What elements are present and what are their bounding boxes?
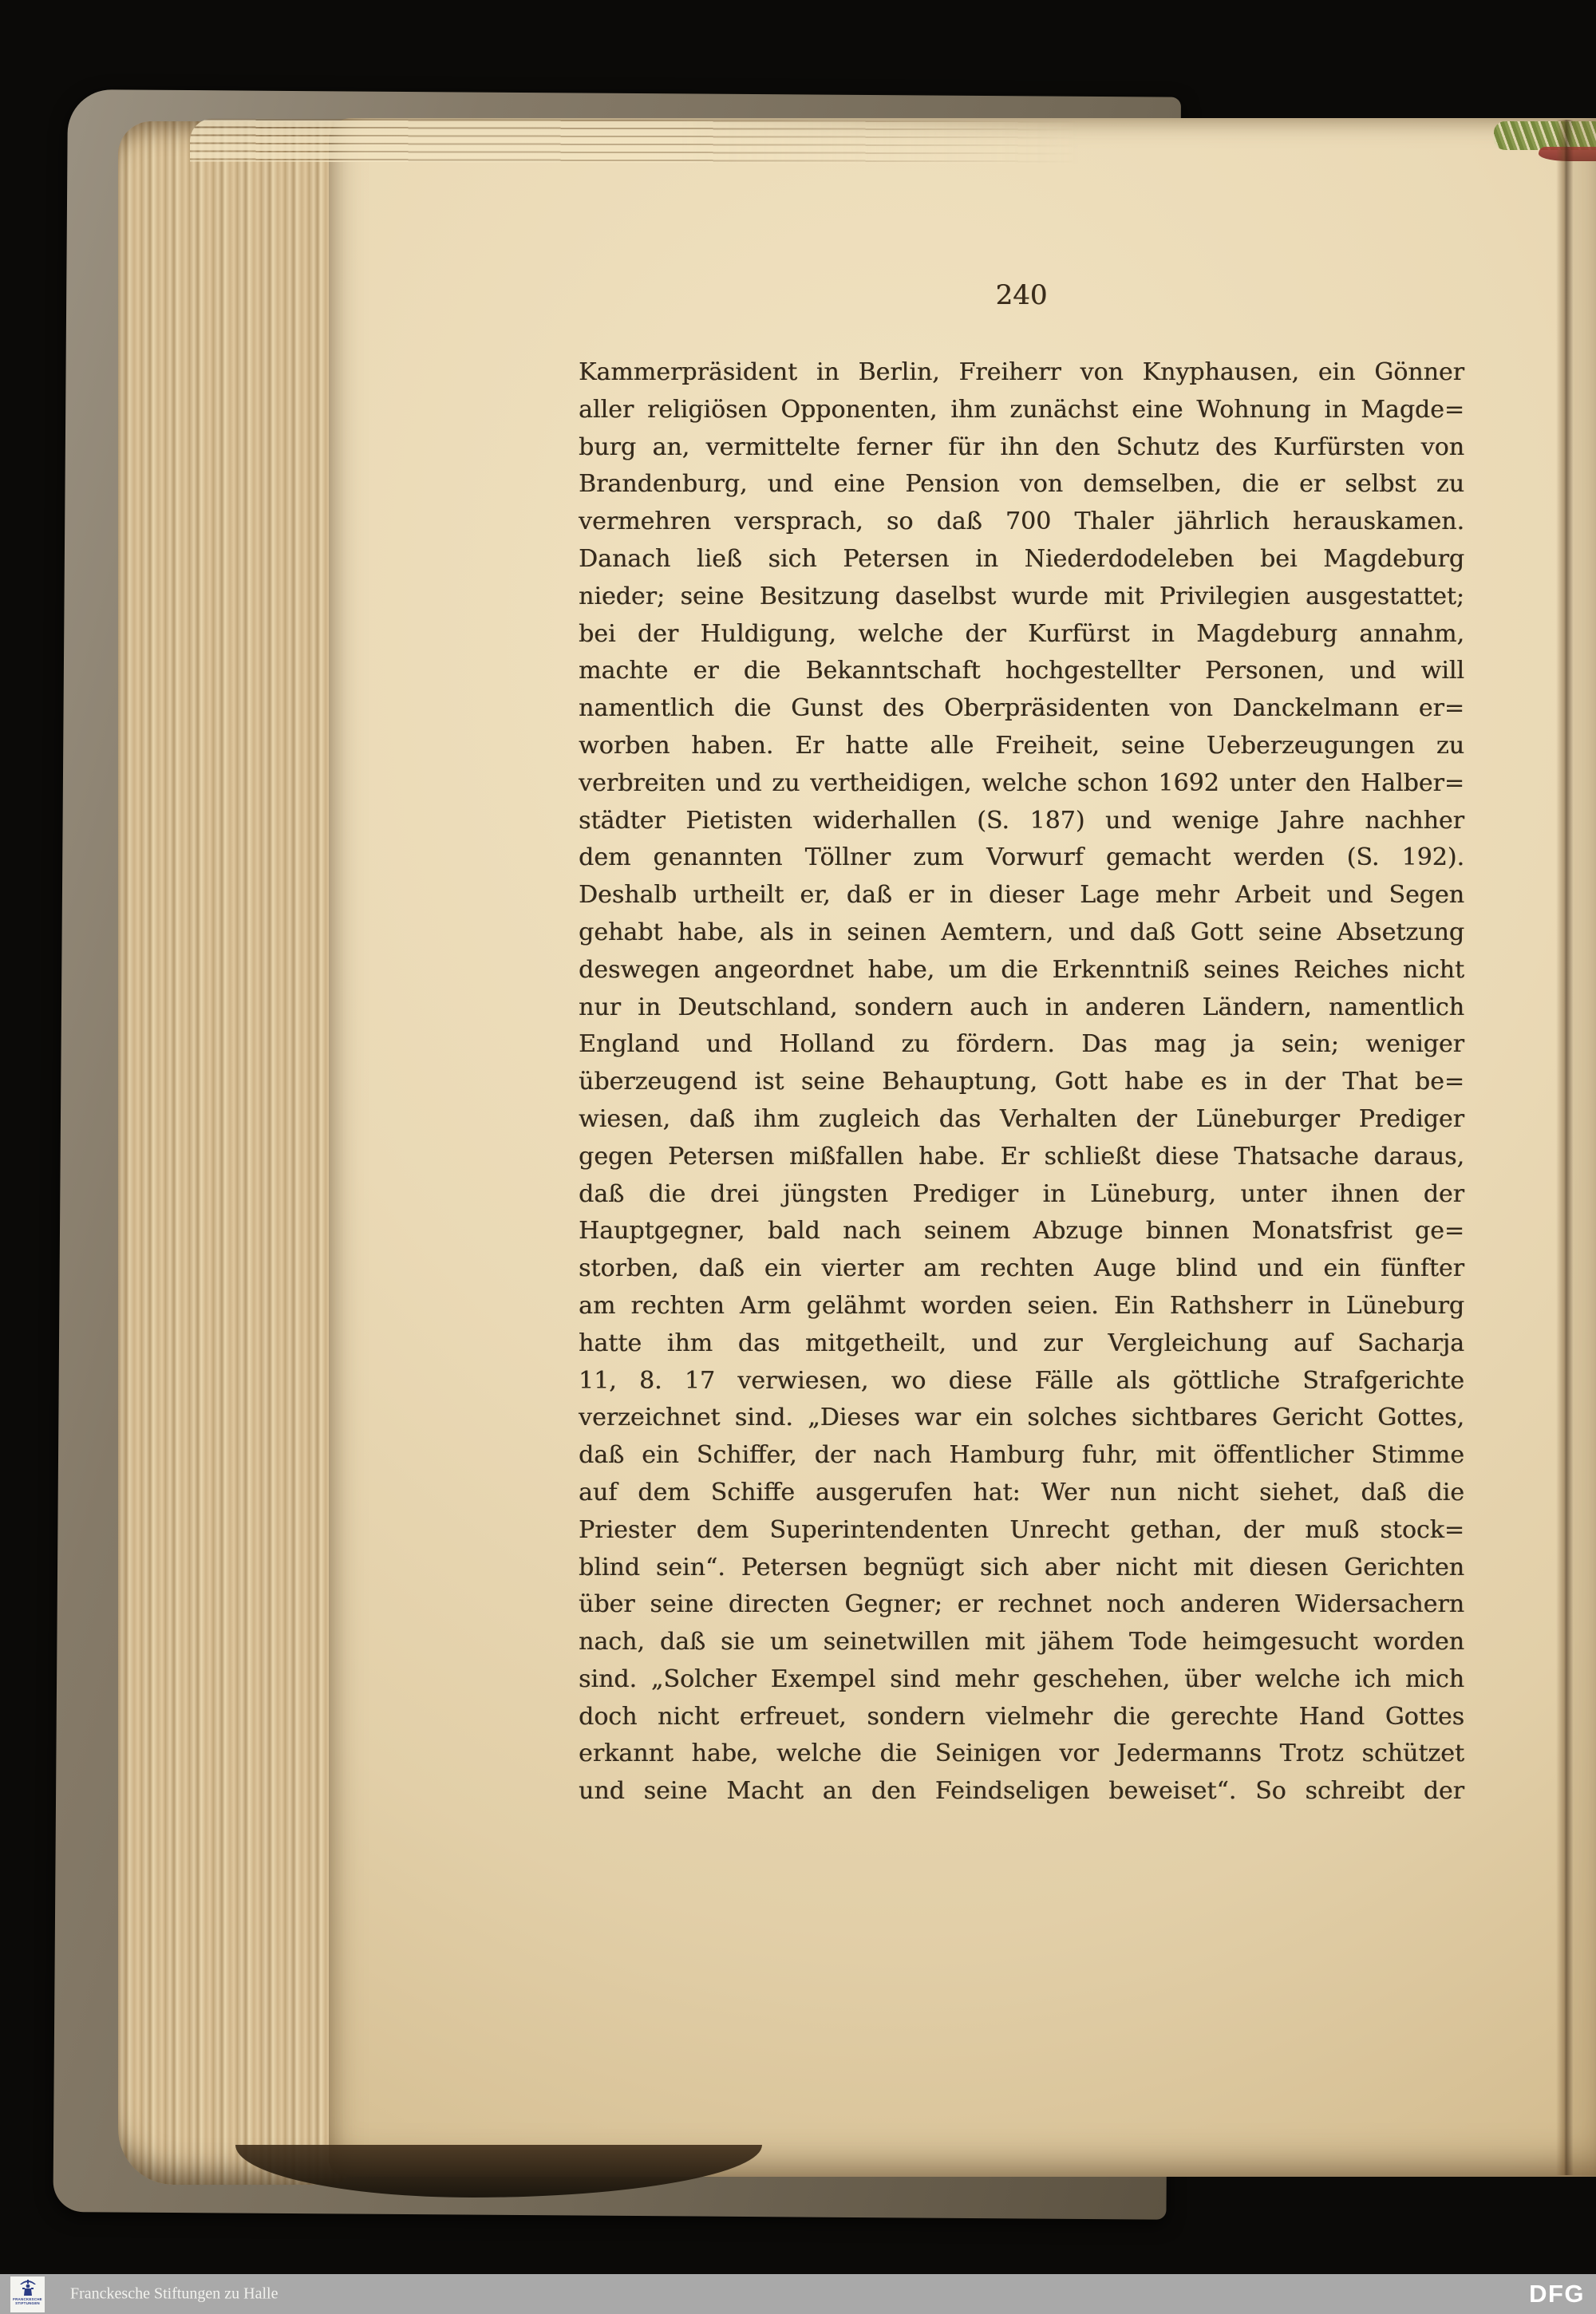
text-line: daß die drei jüngsten Prediger in Lüneburg, unter ihnen der <box>579 1179 1464 1208</box>
text-line: Brandenburg, und eine Pension von demselben, die er selbst zu <box>579 470 1464 499</box>
institution-name: Franckesche Stiftungen zu Halle <box>70 2284 279 2303</box>
text-line: namentlich die Gunst des Oberpräsidenten von Danckelmann er= <box>579 694 1464 723</box>
text-line: wiesen, daß ihm zugleich das Verhalten der Lüneburger Prediger <box>579 1104 1464 1133</box>
text-line: vermehren versprach, so daß 700 Thaler jährlich herauskamen. <box>579 507 1464 536</box>
text-line: nieder; seine Besitzung daselbst wurde mit Privilegien ausgestattet; <box>579 582 1464 610</box>
page-edges-fan <box>118 121 351 2185</box>
logo-text-line2: STIFTUNGEN <box>15 2301 40 2305</box>
text-line: nur in Deutschland, sondern auch in anderen Ländern, namentlich <box>579 993 1464 1021</box>
foundation-emblem-icon <box>18 2278 38 2297</box>
text-line: dem genannten Töllner zum Vorwurf gemacht werden (S. 192). <box>579 843 1464 872</box>
page-gutter-crease <box>1556 120 1574 2175</box>
logo-text-line1: FRANCKESCHE <box>13 2297 42 2301</box>
text-line: auf dem Schiffe ausgerufen hat: Wer nun nicht siehet, daß die <box>579 1478 1464 1506</box>
text-line: hatte ihm das mitgetheilt, und zur Vergleichung auf Sacharja <box>579 1329 1464 1357</box>
text-line: über seine directen Gegner; er rechnet noch anderen Widersachern <box>579 1590 1464 1619</box>
text-line: gegen Petersen mißfallen habe. Er schließt diese Thatsache daraus, <box>579 1142 1464 1171</box>
viewer-footer-bar <box>0 2274 1596 2314</box>
text-line: Hauptgegner, bald nach seinem Abzuge binnen Monatsfrist ge= <box>579 1217 1464 1246</box>
text-line: machte er die Bekanntschaft hochgestellter Personen, und will <box>579 657 1464 685</box>
text-line: Danach ließ sich Petersen in Niederdodeleben bei Magdeburg <box>579 544 1464 573</box>
text-line: England und Holland zu fördern. Das mag ja sein; weniger <box>579 1030 1464 1059</box>
text-line: Deshalb urtheilt er, daß er in dieser Lage mehr Arbeit und Segen <box>579 881 1464 910</box>
next-page-sliver <box>1574 120 1596 2175</box>
dfg-logo: DFG <box>1529 2280 1585 2308</box>
text-line: 11, 8. 17 verwiesen, wo diese Fälle als göttliche Strafgerichte <box>579 1366 1464 1395</box>
text-line: Kammerpräsident in Berlin, Freiherr von Knyphausen, ein Gönner <box>579 358 1464 386</box>
text-line: doch nicht erfreuet, sondern vielmehr die gerechte Hand Gottes <box>579 1702 1464 1731</box>
text-line: erkannt habe, welche die Seinigen vor Jedermanns Trotz schützet <box>579 1739 1464 1768</box>
text-line: am rechten Arm gelähmt worden seien. Ein Rathsherr in Lüneburg <box>579 1291 1464 1320</box>
text-line: nach, daß sie um seinetwillen mit jähem Tode heimgesucht worden <box>579 1628 1464 1657</box>
text-line: burg an, vermittelte ferner für ihn den Schutz des Kurfürsten von <box>579 432 1464 461</box>
page-number: 240 <box>995 279 1048 311</box>
text-line: städter Pietisten widerhallen (S. 187) und wenige Jahre nachher <box>579 806 1464 835</box>
text-line: storben, daß ein vierter am rechten Auge blind und ein fünfter <box>579 1254 1464 1283</box>
text-line: daß ein Schiffer, der nach Hamburg fuhr, mit öffentlicher Stimme <box>579 1441 1464 1470</box>
text-line: verzeichnet sind. „Dieses war ein solches sichtbares Gericht Gottes, <box>579 1404 1464 1432</box>
text-line: gehabt habe, als in seinen Aemtern, und daß Gott seine Absetzung <box>579 918 1464 946</box>
text-line: sind. „Solcher Exempel sind mehr geschehen, über welche ich mich <box>579 1664 1464 1693</box>
text-line: Priester dem Superintendenten Unrecht gethan, der muß stock= <box>579 1515 1464 1544</box>
page-text <box>579 354 1464 1811</box>
text-line: aller religiösen Opponenten, ihm zunächst eine Wohnung in Magde= <box>579 395 1464 424</box>
text-line: deswegen angeordnet habe, um die Erkenntniß seines Reiches nicht <box>579 955 1464 984</box>
text-line: und seine Macht an den Feindseligen beweiset“. So schreibt der <box>579 1777 1464 1806</box>
page-stack-top-edges <box>190 119 1084 164</box>
text-line: blind sein“. Petersen begnügt sich aber nicht mit diesen Gerichten <box>579 1553 1464 1581</box>
text-line: überzeugend ist seine Behauptung, Gott habe es in der That be= <box>579 1068 1464 1096</box>
text-line: worben haben. Er hatte alle Freiheit, seine Ueberzeugungen zu <box>579 731 1464 760</box>
text-line: verbreiten und zu vertheidigen, welche schon 1692 unter den Halber= <box>579 768 1464 797</box>
franckesche-stiftungen-logo <box>10 2276 45 2312</box>
text-line: bei der Huldigung, welche der Kurfürst in Magdeburg annahm, <box>579 619 1464 648</box>
